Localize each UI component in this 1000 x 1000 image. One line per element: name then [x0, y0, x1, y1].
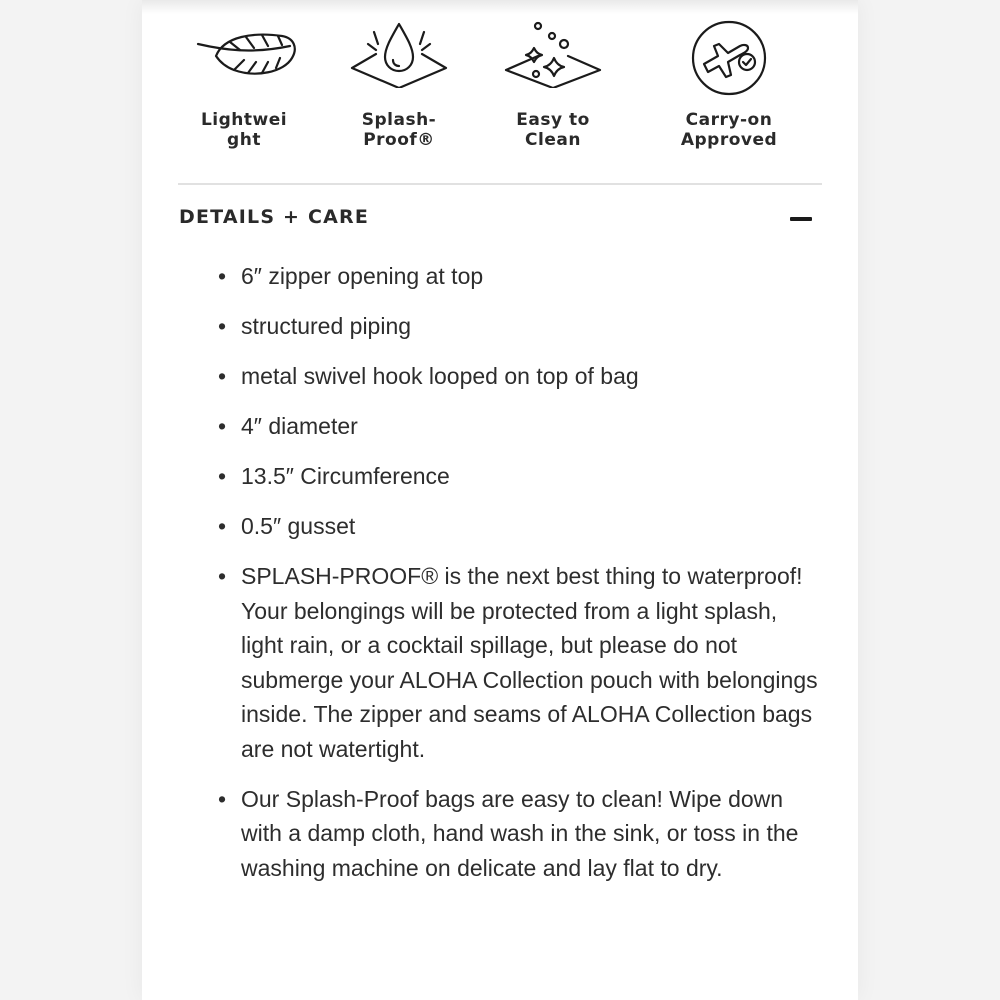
bullet-dot: • [218, 363, 227, 389]
bullet-dot: • [218, 463, 227, 489]
details-list-item [214, 459, 824, 494]
feature-lightweight [194, 18, 294, 150]
water-splash-icon [344, 18, 454, 88]
feature-label: Lightweight [200, 110, 288, 150]
details-item-text: 6″ zipper opening at top [241, 263, 484, 289]
details-care-list [214, 259, 824, 901]
airplane-check-icon [674, 18, 784, 98]
feature-carry-on-approved [670, 18, 788, 150]
top-shadow [142, 0, 858, 14]
feature-label: Splash- Proof® [361, 110, 437, 150]
sparkle-clean-icon [498, 18, 608, 88]
details-list-item [214, 509, 824, 544]
details-list-item [214, 359, 824, 394]
section-divider [178, 183, 822, 185]
details-item-text: SPLASH-PROOF® is the next best thing to waterproof! Your belongings will be protected from a light splash, light rain, or a cocktail spillage, but please do not submerge your ALOHA Collection pouch with belongings inside. The zipper and seams of ALOHA Collection bags are not watertight. [241, 563, 818, 762]
feature-easy-to-clean [498, 18, 608, 150]
feature-icons-row [162, 18, 838, 168]
details-list-item [214, 782, 824, 886]
details-item-text: metal swivel hook looped on top of bag [241, 363, 639, 389]
details-item-text: structured piping [241, 313, 412, 339]
details-item-text: 4″ diameter [241, 413, 358, 439]
bullet-dot: • [218, 563, 227, 589]
details-care-title: DETAILS + CARE [179, 206, 370, 228]
bullet-dot: • [218, 313, 227, 339]
feather-icon [194, 18, 304, 88]
product-details-panel [142, 0, 858, 1000]
bullet-dot: • [218, 785, 227, 812]
details-item-text: Our Splash-Proof bags are easy to clean! Wipe down with a damp cloth, hand wash in the sink, or toss in the washing machine on delicate and lay flat to dry. [241, 785, 799, 881]
details-list-item [214, 409, 824, 444]
details-care-accordion-header[interactable] [178, 206, 822, 234]
details-list-item [214, 559, 824, 766]
details-item-text: 0.5″ gusset [241, 513, 356, 539]
bullet-dot: • [218, 513, 227, 539]
feature-label: Carry-on Approved [680, 110, 778, 150]
feature-label: Easy to Clean [516, 110, 590, 150]
details-item-text: 13.5″ Circumference [241, 463, 450, 489]
details-list-item [214, 259, 824, 294]
bullet-dot: • [218, 263, 227, 289]
bullet-dot: • [218, 413, 227, 439]
details-list-item [214, 309, 824, 344]
feature-splash-proof [344, 18, 454, 150]
collapse-minus-icon[interactable] [790, 217, 812, 221]
